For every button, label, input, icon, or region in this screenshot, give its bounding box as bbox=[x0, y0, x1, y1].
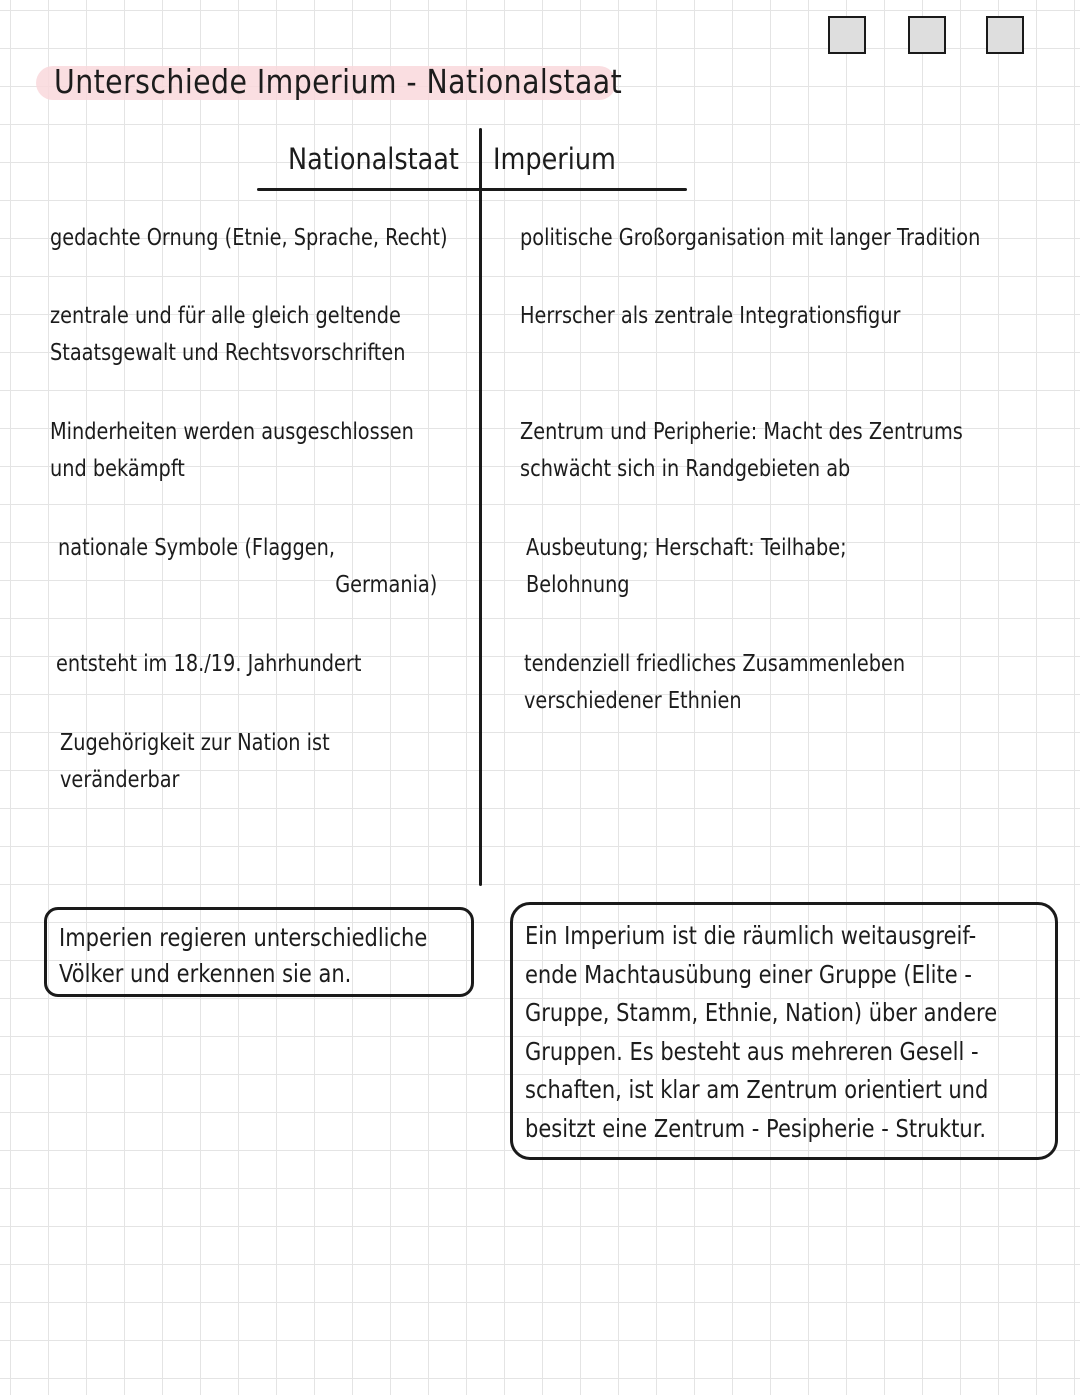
nationalstaat-item bbox=[60, 725, 480, 799]
nationalstaat-line: Germania) bbox=[335, 572, 438, 598]
nationalstaat-line: Zugehörigkeit zur Nation ist bbox=[60, 730, 330, 756]
nationalstaat-line: Minderheiten werden ausgeschlossen bbox=[50, 419, 414, 445]
imperium-line: tendenziell friedliches Zusammenleben bbox=[524, 651, 906, 677]
page-title: Unterschiede Imperium - Nationalstaat bbox=[54, 62, 623, 101]
summary-right-line: Gruppe, Stamm, Ethnie, Nation) über andere bbox=[525, 998, 998, 1027]
checkbox-1[interactable] bbox=[828, 16, 866, 54]
table-header-divider bbox=[257, 188, 687, 191]
summary-left-line: Imperien regieren unterschiedliche bbox=[59, 923, 428, 952]
summary-left-line: Völker und erkennen sie an. bbox=[59, 959, 352, 988]
nationalstaat-line: gedachte Ornung (Etnie, Sprache, Recht) bbox=[50, 225, 448, 251]
nationalstaat-item bbox=[56, 646, 476, 683]
checkbox-2[interactable] bbox=[908, 16, 946, 54]
imperium-line: Herrscher als zentrale Integrationsfigur bbox=[520, 303, 901, 329]
imperium-line: Belohnung bbox=[526, 572, 630, 598]
summary-right-line: Gruppen. Es besteht aus mehreren Gesell - bbox=[525, 1036, 979, 1066]
nationalstaat-item bbox=[50, 220, 470, 257]
nationalstaat-line: veränderbar bbox=[60, 767, 180, 793]
nationalstaat-line: Staatsgewalt und Rechtsvorschriften bbox=[50, 340, 406, 366]
nationalstaat-item bbox=[58, 530, 478, 604]
summary-right-line: besitzt eine Zentrum - Pesipherie - Struktur. bbox=[525, 1113, 987, 1143]
nationalstaat-line: entsteht im 18./19. Jahrhundert bbox=[56, 651, 362, 677]
column-header-imperium: Imperium bbox=[493, 142, 616, 176]
imperium-line: Zentrum und Peripherie: Macht des Zentrums bbox=[520, 419, 963, 445]
imperium-item bbox=[524, 646, 1070, 720]
imperium-line: Ausbeutung; Herschaft: Teilhabe; bbox=[526, 535, 847, 561]
nationalstaat-item bbox=[50, 414, 470, 488]
checkbox-3[interactable] bbox=[986, 16, 1024, 54]
summary-box-left bbox=[44, 907, 474, 997]
summary-right-line: Ein Imperium ist die räumlich weitausgreif- bbox=[525, 921, 977, 950]
nationalstaat-item bbox=[50, 298, 470, 372]
imperium-item bbox=[520, 220, 1066, 257]
imperium-line: politische Großorganisation mit langer Tradition bbox=[520, 225, 981, 251]
summary-box-right bbox=[510, 902, 1058, 1160]
summary-right-line: schaften, ist klar am Zentrum orientiert und bbox=[525, 1075, 989, 1104]
imperium-line: schwächt sich in Randgebieten ab bbox=[520, 456, 851, 482]
nationalstaat-line: zentrale und für alle gleich geltende bbox=[50, 303, 401, 329]
imperium-item bbox=[520, 298, 1066, 335]
nationalstaat-line: nationale Symbole (Flaggen, bbox=[58, 535, 335, 561]
imperium-line: verschiedener Ethnien bbox=[524, 688, 742, 714]
summary-right-line: ende Machtausübung einer Gruppe (Elite - bbox=[525, 959, 972, 989]
column-header-nationalstaat: Nationalstaat bbox=[288, 142, 459, 176]
imperium-item bbox=[520, 414, 1066, 488]
imperium-item bbox=[526, 530, 1072, 604]
checkbox-group bbox=[828, 16, 1028, 58]
nationalstaat-line: und bekämpft bbox=[50, 456, 185, 482]
